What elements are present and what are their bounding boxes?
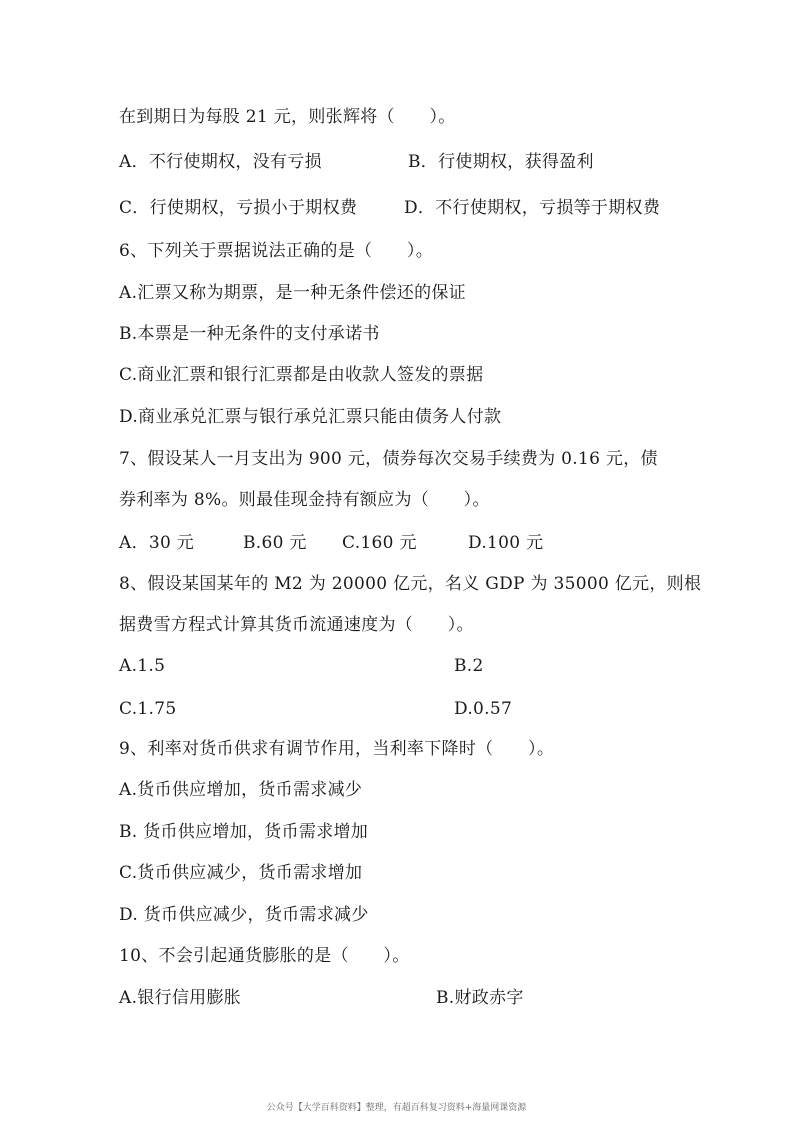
question-8-line-1: 8、假设某国某年的 M2 为 20000 亿元，名义 GDP 为 35000 亿元，则根 — [119, 574, 702, 594]
q6-option-b: B.本票是一种无条件的支付承诺书 — [119, 324, 380, 344]
q7-option-d: D.100 元 — [468, 533, 544, 553]
q5-option-a: A．不行使期权，没有亏损 — [119, 152, 322, 172]
question-6: 6、下列关于票据说法正确的是（ ）。 — [119, 241, 434, 261]
q8-option-a: A.1.5 — [119, 656, 166, 676]
q5-option-b: B．行使期权，获得盈利 — [408, 152, 594, 172]
q7-option-c: C.160 元 — [342, 533, 417, 553]
q7-option-a: A．30 元 — [119, 533, 195, 553]
q6-option-c: C.商业汇票和银行汇票都是由收款人签发的票据 — [119, 365, 484, 385]
q5-option-c: C．行使期权，亏损小于期权费 — [119, 198, 358, 218]
q9-option-a: A.货币供应增加，货币需求减少 — [119, 780, 363, 800]
q8-option-b: B.2 — [454, 656, 484, 676]
q9-option-b: B. 货币供应增加，货币需求增加 — [119, 822, 369, 842]
question-5-continuation: 在到期日为每股 21 元，则张辉将（ ）。 — [119, 107, 456, 127]
question-7-line-2: 券利率为 8%。则最佳现金持有额应为（ ）。 — [119, 490, 490, 510]
q9-option-d: D. 货币供应减少，货币需求减少 — [119, 905, 369, 925]
question-8-line-2: 据费雪方程式计算其货币流通速度为（ ）。 — [119, 615, 474, 635]
q10-option-b: B.财政赤字 — [436, 988, 524, 1008]
question-7-line-1: 7、假设某人一月支出为 900 元，债券每次交易手续费为 0.16 元，债 — [119, 449, 658, 469]
q6-option-a: A.汇票又称为期票，是一种无条件偿还的保证 — [119, 283, 466, 303]
q8-option-d: D.0.57 — [454, 699, 513, 719]
q8-option-c: C.1.75 — [119, 699, 177, 719]
question-9: 9、利率对货币供求有调节作用，当利率下降时（ ）。 — [119, 739, 555, 759]
page-footer: 公众号【大学百科资料】整理，有超百科复习资料+海量网课资源 — [266, 1103, 527, 1113]
q9-option-c: C.货币供应减少，货币需求增加 — [119, 863, 363, 883]
question-10: 10、不会引起通货膨胀的是（ ）。 — [119, 946, 410, 966]
q6-option-d: D.商业承兑汇票与银行承兑汇票只能由债务人付款 — [119, 407, 502, 427]
q7-option-b: B.60 元 — [243, 533, 307, 553]
q10-option-a: A.银行信用膨胀 — [119, 988, 242, 1008]
q5-option-d: D．不行使期权，亏损等于期权费 — [404, 198, 661, 218]
